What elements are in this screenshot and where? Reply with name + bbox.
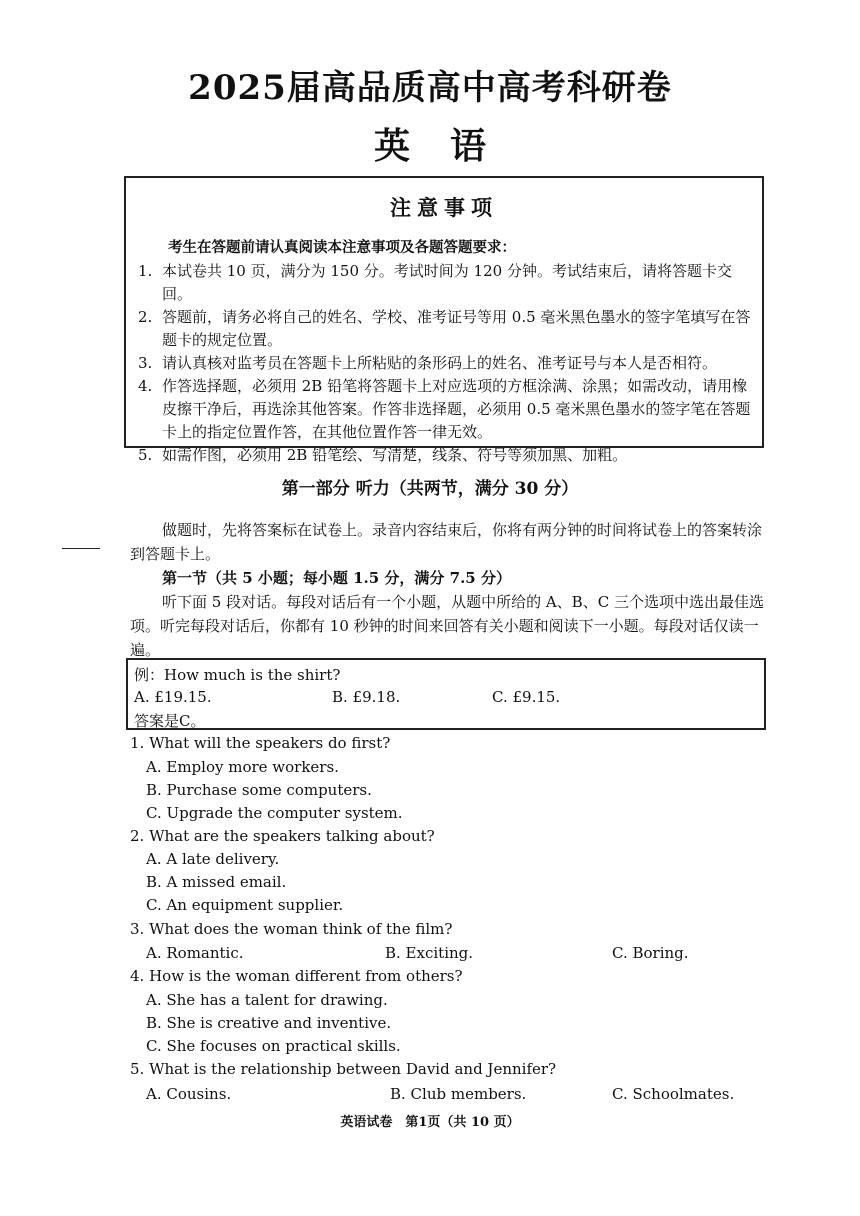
example-option-b: B. £9.18. [332, 688, 401, 706]
notice-item [136, 375, 756, 444]
example-question: 例：How much is the shirt? [134, 666, 341, 684]
notice-heading: 注意事项 [390, 195, 498, 220]
notice-item-text: 作答选择题，必须用 2B 铅笔将答题卡上对应选项的方框涂满、涂黑；如需改动，请用橡皮擦干净后，再选涂其他答案。作答非选择题，必须用 0.5 毫米黑色墨水的签字笔在答题卡上的指定位置作答，在其他位置作答一律无效。 [162, 377, 751, 441]
notice-item-text: 答题前，请务必将自己的姓名、学校、准考证号等用 0.5 毫米黑色墨水的签字笔填写在答题卡的规定位置。 [162, 308, 751, 349]
question-2: 2. What are the speakers talking about? [130, 827, 435, 845]
example-option-a: A. £19.15. [134, 688, 212, 706]
notice-item-number: 5. [138, 446, 153, 464]
question-4-option-b: B. She is creative and inventive. [146, 1014, 392, 1032]
question-2-option-a: A. A late delivery. [146, 850, 280, 868]
notice-item [136, 444, 756, 467]
question-4: 4. How is the woman different from others? [130, 967, 463, 985]
notice-list [136, 260, 756, 467]
example-answer: 答案是C。 [134, 712, 206, 730]
notice-item [136, 352, 756, 375]
question-5-option-a: A. Cousins. [146, 1085, 232, 1103]
question-5-option-c: C. Schoolmates. [612, 1085, 735, 1103]
question-1-option-c: C. Upgrade the computer system. [146, 804, 403, 822]
exam-title: 2025届高品质高中高考科研卷 [188, 68, 672, 108]
question-4-option-a: A. She has a talent for drawing. [146, 991, 388, 1009]
question-1-option-b: B. Purchase some computers. [146, 781, 372, 799]
question-2-option-b: B. A missed email. [146, 873, 287, 891]
section1-instruction: 听下面 5 段对话。每段对话后有一个小题，从题中所给的 A、B、C 三个选项中选出最佳选项。听完每段对话后，你都有 10 秒钟的时间来回答有关小题和阅读下一小题。每段对话仅读一遍。 [130, 593, 764, 659]
notice-item-number: 2. [138, 308, 153, 326]
part1-instruction: 做题时，先将答案标在试卷上。录音内容结束后，你将有两分钟的时间将试卷上的答案转涂到答题卡上。 [130, 521, 763, 563]
question-5: 5. What is the relationship between David and Jennifer? [130, 1060, 557, 1078]
page-footer: 英语试卷 第1页（共 10 页） [340, 1115, 520, 1130]
notice-item-text: 请认真核对监考员在答题卡上所粘贴的条形码上的姓名、准考证号与本人是否相符。 [162, 354, 718, 372]
example-box [126, 658, 766, 730]
margin-dash [62, 548, 100, 549]
notice-item-number: 1. [138, 262, 153, 280]
section1-title: 第一节（共 5 小题；每小题 1.5 分，满分 7.5 分） [162, 569, 511, 587]
notice-item-number: 4. [138, 377, 153, 395]
part1-heading: 第一部分 听力（共两节，满分 30 分） [281, 479, 579, 499]
question-2-option-c: C. An equipment supplier. [146, 896, 344, 914]
question-3-option-c: C. Boring. [612, 944, 689, 962]
notice-item-text: 如需作图，必须用 2B 铅笔绘、写清楚，线条、符号等须加黑、加粗。 [162, 446, 628, 464]
question-5-option-b: B. Club members. [390, 1085, 527, 1103]
question-1-option-a: A. Employ more workers. [146, 758, 339, 776]
notice-item-text: 本试卷共 10 页，满分为 150 分。考试时间为 120 分钟。考试结束后，请将答题卡交回。 [162, 262, 732, 303]
notice-intro: 考生在答题前请认真阅读本注意事项及各题答题要求： [168, 239, 516, 256]
notice-item [136, 260, 756, 306]
question-3: 3. What does the woman think of the film? [130, 920, 453, 938]
question-1: 1. What will the speakers do first? [130, 734, 391, 752]
question-3-option-b: B. Exciting. [385, 944, 474, 962]
example-option-c: C. £9.15. [492, 688, 561, 706]
notice-item-number: 3. [138, 354, 153, 372]
question-4-option-c: C. She focuses on practical skills. [146, 1037, 401, 1055]
notice-item [136, 306, 756, 352]
notice-box [124, 176, 764, 464]
question-3-option-a: A. Romantic. [146, 944, 244, 962]
subject-title: 英语 [373, 125, 526, 167]
